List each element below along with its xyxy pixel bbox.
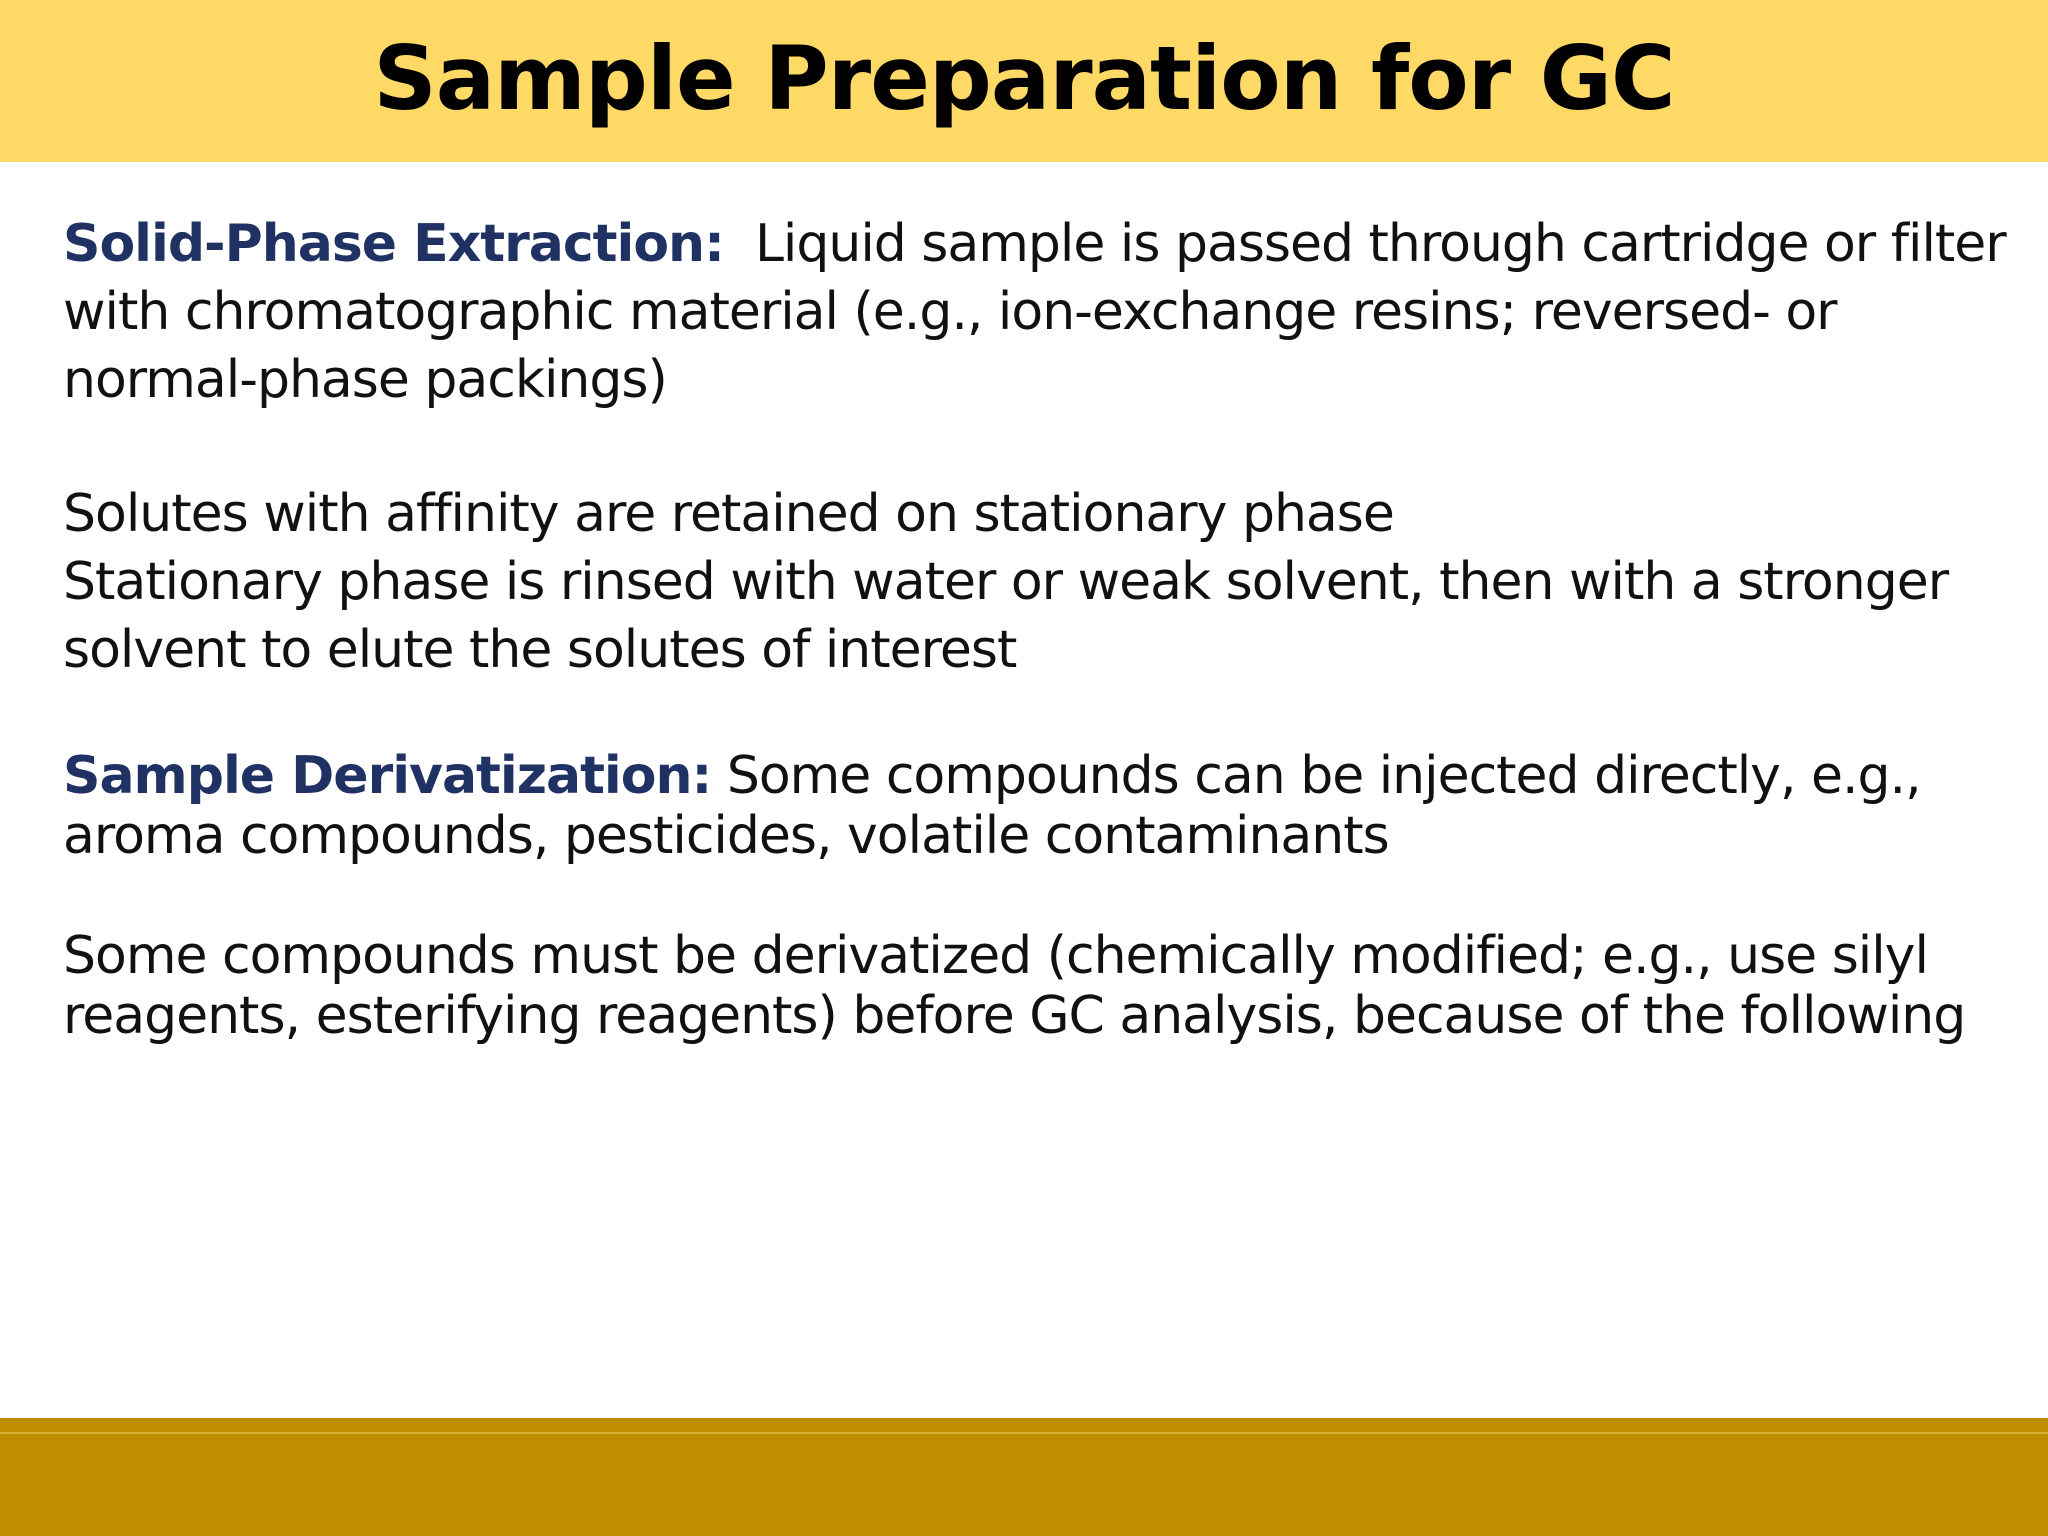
text-line: Some compounds must be derivatized (chemically modified; e.g., use silyl: [63, 926, 1928, 986]
footer-divider: [0, 1432, 2048, 1434]
lead-solid-phase-extraction: Solid-Phase Extraction:: [63, 214, 724, 274]
text-segment: Some compounds can be injected directly, e.g.,: [726, 746, 1921, 806]
text-line: aroma compounds, pesticides, volatile contaminants: [63, 806, 1389, 866]
text-line: reagents, esterifying reagents) before GC analysis, because of the following: [63, 986, 1966, 1046]
text-line: solvent to elute the solutes of interest: [63, 620, 1017, 680]
text-line: normal-phase packings): [63, 350, 667, 410]
text-line: Solutes with affinity are retained on stationary phase: [63, 484, 1394, 544]
paragraph-derivatization-required: [63, 926, 1965, 1046]
text-line: with chromatographic material (e.g., ion-exchange resins; reversed- or: [63, 282, 1837, 342]
paragraph-sample-derivatization: [63, 746, 1921, 866]
paragraph-solute-retention: [63, 480, 1948, 684]
text-segment: Liquid sample is passed through cartridge or filter: [754, 214, 2006, 274]
slide-title: Sample Preparation for GC: [373, 27, 1675, 130]
text-line: [63, 210, 2006, 278]
footer-band: [0, 1418, 2048, 1536]
lead-sample-derivatization: Sample Derivatization:: [63, 746, 712, 806]
text-line: [63, 746, 1921, 806]
text-line: Stationary phase is rinsed with water or weak solvent, then with a stronger: [63, 552, 1949, 612]
paragraph-solid-phase-extraction: [63, 210, 2006, 414]
